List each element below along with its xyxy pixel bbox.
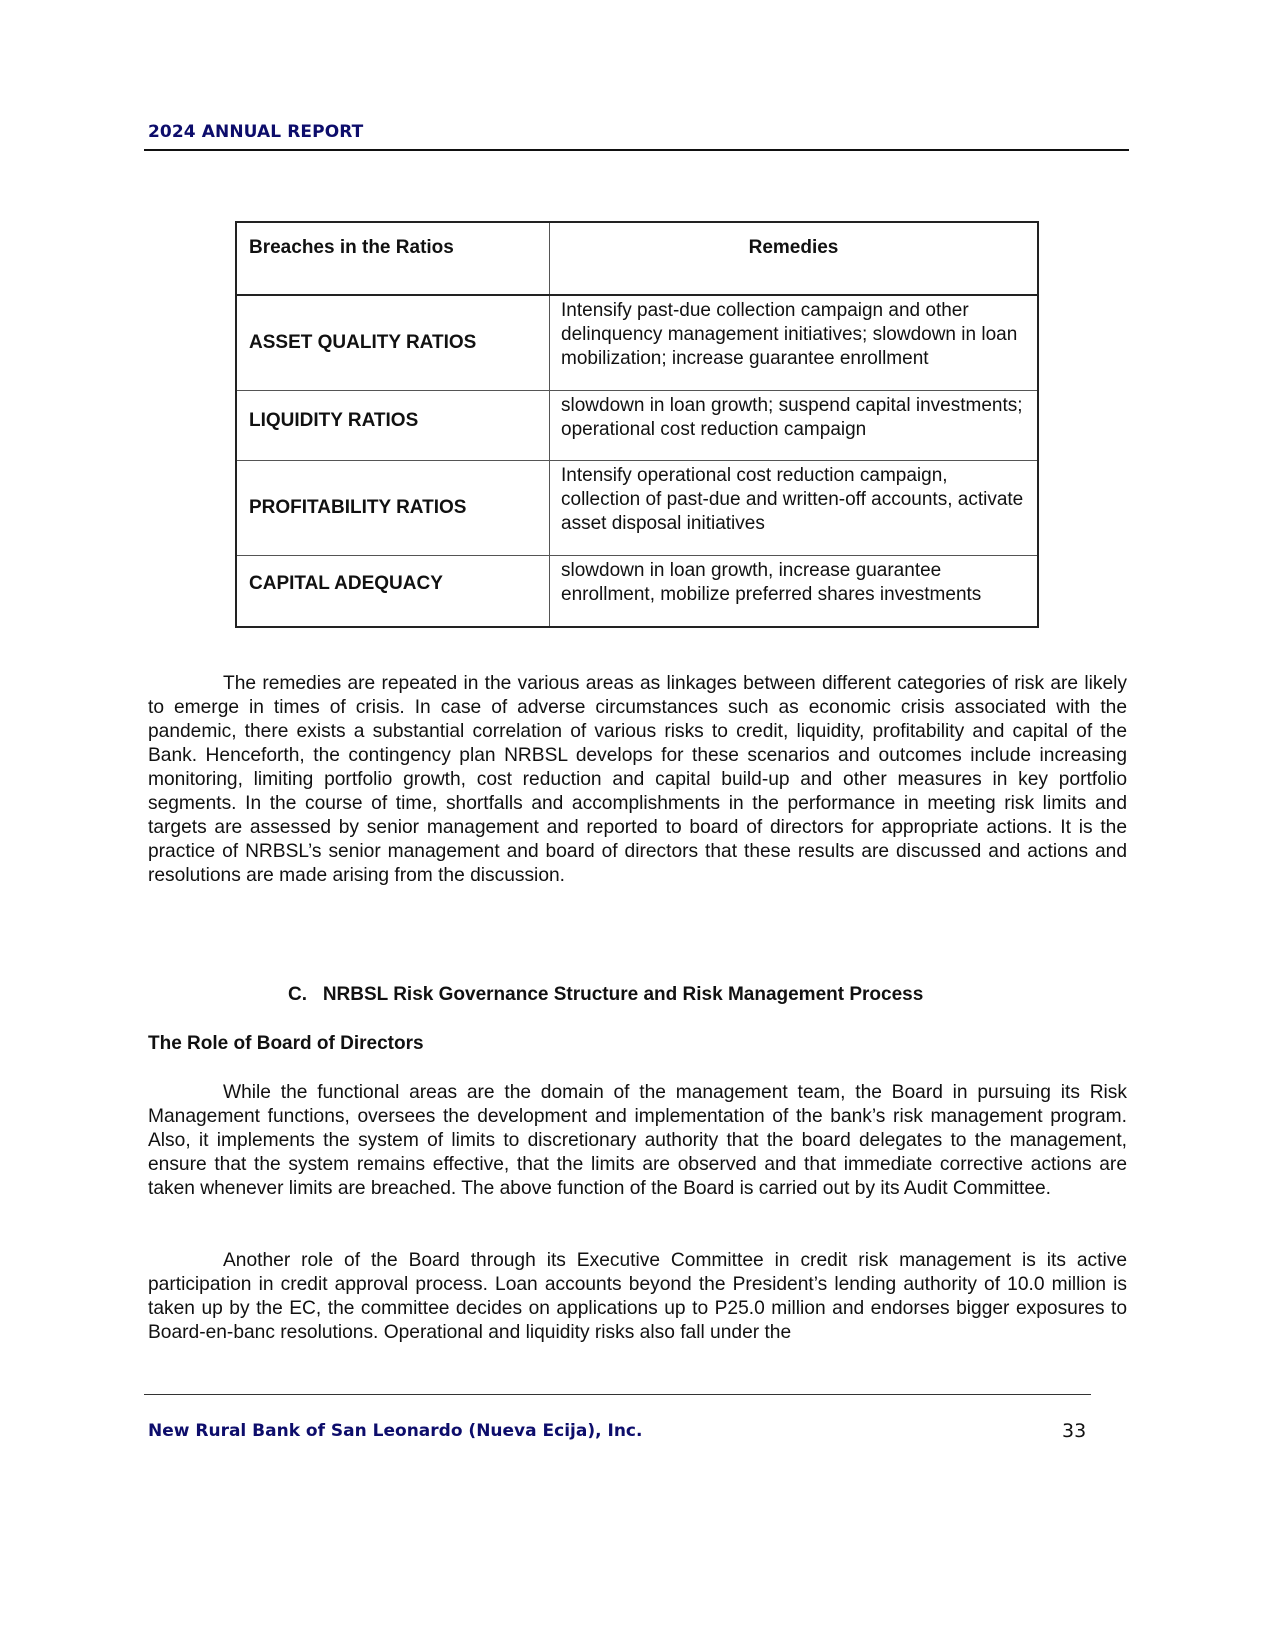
page-number: 33	[1062, 1420, 1087, 1442]
remedy-cell	[550, 461, 1039, 556]
remedy-text: slowdown in loan growth, increase guarantee enrollment, mobilize preferred shares investments	[561, 560, 982, 605]
table-row	[236, 295, 1038, 391]
subheading-board-role: The Role of Board of Directors	[148, 1033, 424, 1054]
category-cell	[236, 391, 550, 461]
remedy-cell	[550, 556, 1039, 628]
category-cell	[236, 461, 550, 556]
paragraph-board-functions: While the functional areas are the domain of the management team, the Board in pursuing its Risk Management functions, oversees the development and implementation of the bank’s risk management program. Also, it implements the system of limits to discretionary authority that the board delegates to the management, ensure that the system remains effective, that the limits are observed and that immediate corrective actions are taken whenever limits are breached. The above function of the Board is carried out by its Audit Committee.	[148, 1082, 1127, 1199]
footer-rule	[144, 1394, 1091, 1395]
ratio-breaches-table	[235, 221, 1039, 628]
footer-organization: New Rural Bank of San Leonardo (Nueva Ecija), Inc.	[148, 1421, 643, 1441]
table-row	[236, 461, 1038, 556]
table-row	[236, 556, 1038, 628]
category-label: CAPITAL ADEQUACY	[249, 573, 443, 594]
category-cell	[236, 295, 550, 391]
remedy-text: slowdown in loan growth; suspend capital investments; operational cost reduction campaign	[561, 395, 1023, 440]
column-header-remedies: Remedies	[550, 222, 1039, 295]
remedy-cell	[550, 391, 1039, 461]
header-rule	[144, 149, 1129, 151]
paragraph-remedies-linkage: The remedies are repeated in the various areas as linkages between different categories of risk are likely to emerge in times of crisis. In case of adverse circumstances such as economic crisis associated with the pandemic, there exists a substantial correlation of various risks to credit, liquidity, profitability and capital of the Bank. Henceforth, the contingency plan NRBSL develops for these scenarios and outcomes include increasing monitoring, limiting portfolio growth, cost reduction and capital build-up and other measures in key portfolio segments. In the course of time, shortfalls and accomplishments in the performance in meeting risk limits and targets are assessed by senior management and reported to board of directors for appropriate actions. It is the practice of NRBSL’s senior management and board of directors that these results are discussed and actions and resolutions are made arising from the discussion.	[148, 673, 1127, 886]
paragraph-executive-committee: Another role of the Board through its Executive Committee in credit risk management is its active participation in credit approval process. Loan accounts beyond the President’s lending authority of 10.0 million is taken up by the EC, the committee decides on applications up to P25.0 million and endorses bigger exposures to Board-en-banc resolutions. Operational and liquidity risks also fall under the	[148, 1250, 1127, 1343]
category-label: ASSET QUALITY RATIOS	[249, 332, 477, 353]
table-header-row	[236, 222, 1038, 295]
table-row	[236, 391, 1038, 461]
remedy-text: Intensify past-due collection campaign and other delinquency management initiatives; slowdown in loan mobilization; increase guarantee enrollment	[561, 300, 1018, 369]
section-heading: C. NRBSL Risk Governance Structure and Risk Management Process	[288, 984, 924, 1005]
category-label: LIQUIDITY RATIOS	[249, 409, 419, 431]
remedy-cell	[550, 295, 1039, 391]
category-label: PROFITABILITY RATIOS	[249, 497, 467, 518]
remedy-text: Intensify operational cost reduction campaign, collection of past-due and written-off accounts, activate asset disposal initiatives	[561, 465, 1024, 534]
category-cell	[236, 556, 550, 628]
column-header-breaches: Breaches in the Ratios	[236, 222, 550, 295]
running-header-title: 2024 ANNUAL REPORT	[148, 122, 364, 142]
